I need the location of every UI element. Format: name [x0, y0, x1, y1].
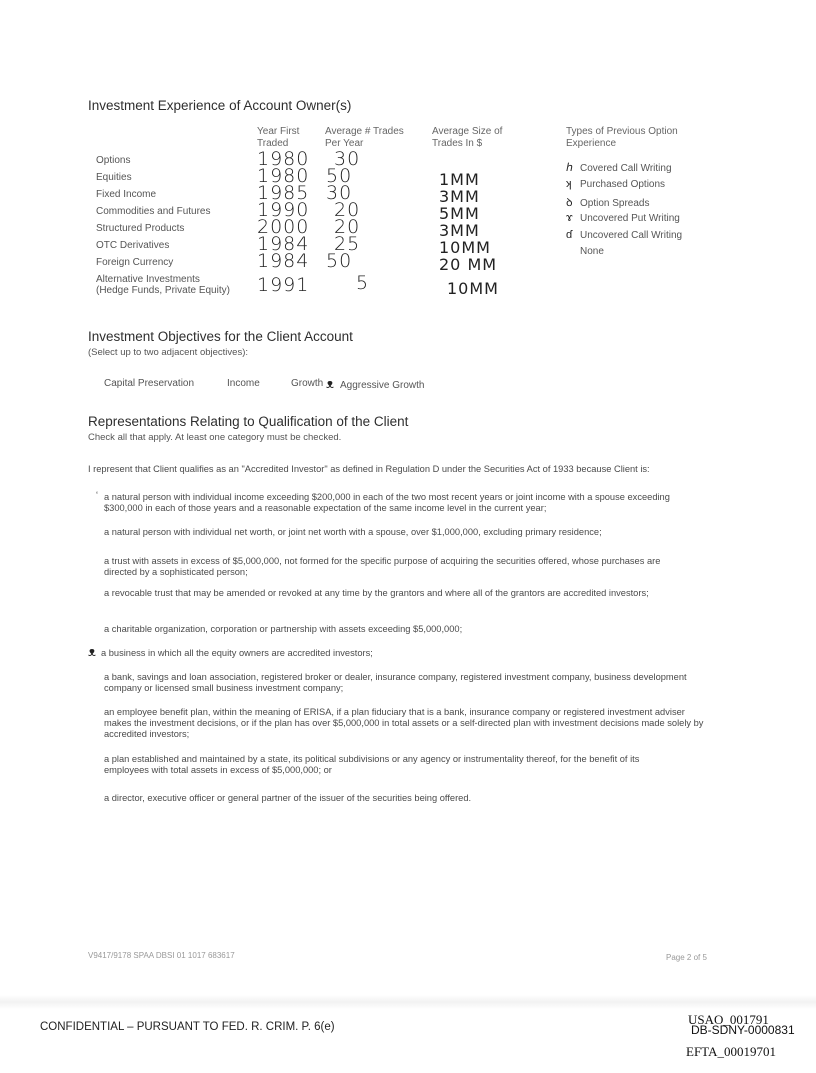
option-uncovered-call[interactable] [566, 229, 682, 241]
row-size-structured: 3MM [439, 221, 480, 240]
option-none[interactable] [566, 246, 604, 257]
header-option-types: Types of Previous Option Experience [566, 126, 678, 149]
checkmark-icon: ᴥ [88, 644, 96, 659]
row-trades-equities: 50 [326, 165, 353, 187]
row-trades-otc: 25 [334, 233, 361, 255]
objective-capital-preservation[interactable]: Capital Preservation [104, 378, 195, 389]
header-year-first-traded: Year First Traded [257, 126, 300, 149]
row-trades-options: 30 [334, 148, 361, 170]
row-label-fixed-income: Fixed Income [96, 189, 157, 200]
page-number: Page 2 of 5 [666, 953, 707, 962]
row-label-alternative-line1: Alternative Investments [96, 274, 200, 285]
row-year-options: 1980 [257, 148, 310, 170]
objective-income[interactable]: Income [227, 378, 260, 389]
representation-item-revocable-trust[interactable]: a revocable trust that may be amended or revoked at any time by the grantors and where all of the grantors are accredited investors; [104, 588, 649, 598]
row-year-alternative: 1991 [257, 274, 310, 296]
confidential-notice: CONFIDENTIAL – PURSUANT TO FED. R. CRIM. P. 6(e) [40, 1021, 335, 1033]
checkmark-icon: ɗ [566, 229, 573, 241]
row-trades-alternative: 5 [356, 272, 370, 294]
representation-item-employee-plan[interactable]: an employee benefit plan, within the meaning of ERISA, if a plan fiduciary that is a bank, insurance company or registered investment adviser makes the investment decisions, or if the plan has over $5,000,000 in total assets or a self-directed plan with investment decisions made solely by accredited investors; [104, 707, 704, 739]
row-year-otc: 1984 [257, 233, 310, 255]
row-trades-foreign-currency: 50 [326, 250, 353, 272]
option-uncovered-put[interactable] [566, 212, 680, 224]
objectives-subtitle: (Select up to two adjacent objectives): [88, 347, 249, 358]
bates-efta: EFTA_00019701 [686, 1044, 776, 1059]
representation-item-director[interactable]: a director, executive officer or general partner of the issuer of the securities being offered. [104, 793, 472, 803]
objective-growth[interactable]: Growth [291, 378, 324, 389]
row-label-structured: Structured Products [96, 223, 185, 234]
option-label: Covered Call Writing [580, 163, 672, 174]
row-label-foreign-currency: Foreign Currency [96, 257, 174, 268]
representation-item-trust[interactable]: a trust with assets in excess of $5,000,000, not formed for the specific purpose of acquiring the securities offered, whose purchases are directed by a sophisticated person; [104, 556, 661, 577]
representation-item-charitable[interactable]: a charitable organization, corporation or partnership with assets exceeding $5,000,000; [104, 624, 463, 634]
checkmark-icon: ɤ [566, 212, 573, 224]
checkmark-icon: ʞ [566, 178, 572, 190]
bates-db: DB-SDNY-0000831 [691, 1023, 795, 1037]
option-purchased[interactable] [566, 178, 665, 190]
representations-intro: I represent that Client qualifies as an "Accredited Investor" as defined in Regulation D under the Securities Act of 1933 because Client is: [88, 464, 650, 474]
option-covered-call[interactable] [566, 161, 672, 174]
row-size-commodities: 5MM [439, 204, 480, 223]
row-year-fixed-income: 1985 [257, 182, 310, 204]
row-size-foreign-currency: 20 MM [439, 255, 498, 274]
checkmark-icon: ᴥ [326, 376, 334, 391]
row-year-foreign-currency: 1984 [257, 250, 310, 272]
objective-label: Aggressive Growth [340, 380, 425, 391]
row-size-equities: 1MM [439, 170, 480, 189]
bates-usao: USAO_001791 [688, 1012, 769, 1027]
option-label: Uncovered Put Writing [580, 213, 680, 224]
row-year-equities: 1980 [257, 165, 310, 187]
row-label-otc: OTC Derivatives [96, 240, 170, 251]
row-label-equities: Equities [96, 172, 132, 183]
header-average-trades: Average # Trades Per Year [325, 126, 404, 149]
row-size-alternative: 10MM [447, 279, 499, 298]
option-label: Uncovered Call Writing [580, 230, 683, 241]
representation-item-business[interactable]: a business in which all the equity owners are accredited investors; [101, 648, 373, 658]
row-trades-commodities: 20 [334, 199, 361, 221]
row-size-fixed-income: 3MM [439, 187, 480, 206]
row-label-alternative-line2: (Hedge Funds, Private Equity) [96, 285, 230, 296]
representation-item-net-worth[interactable]: a natural person with individual net worth, or joint net worth with a spouse, over $1,000,000, excluding primary residence; [104, 527, 602, 537]
row-year-structured: 2000 [257, 216, 310, 238]
form-code: V9417/9178 SPAA DBSI 01 1017 683617 [88, 951, 235, 960]
objective-aggressive-growth[interactable] [326, 376, 424, 391]
option-label: None [580, 246, 604, 257]
header-average-size: Average Size of Trades In $ [432, 126, 503, 149]
option-label: Purchased Options [580, 179, 666, 190]
option-spreads[interactable] [566, 195, 650, 210]
checkmark-icon: ‘ [96, 490, 98, 500]
representation-item-bank[interactable]: a bank, savings and loan association, registered broker or dealer, insurance company, registered investment company, business development company or licensed small business investment company; [104, 672, 687, 693]
representation-item-state-plan[interactable]: a plan established and maintained by a state, its political subdivisions or any agency or instrumentality thereof, for the benefit of its employees with total assets in excess of $5,000,000; or [104, 754, 640, 775]
row-trades-structured: 20 [334, 216, 361, 238]
checkmark-icon: ℎ [566, 162, 573, 174]
representation-item-income[interactable]: a natural person with individual income exceeding $200,000 in each of the two most recent years or joint income with a spouse exceeding $300,000 in each of those years and a reasonable expectation of the same income level in the current year; [104, 492, 670, 513]
row-label-commodities: Commodities and Futures [96, 206, 211, 217]
scan-band [0, 995, 816, 1009]
row-label-options: Options [96, 155, 131, 166]
objectives-title: Investment Objectives for the Client Account [88, 329, 353, 344]
representations-title: Representations Relating to Qualification of the Client [88, 414, 409, 429]
representations-subtitle: Check all that apply. At least one category must be checked. [88, 432, 342, 443]
option-label: Option Spreads [580, 198, 650, 209]
checkmark-icon: ꝺ [566, 197, 573, 209]
row-label-alternative [96, 274, 230, 296]
row-trades-fixed-income: 30 [326, 182, 353, 204]
row-year-commodities: 1990 [257, 199, 310, 221]
row-size-otc: 10MM [439, 238, 491, 257]
experience-title: Investment Experience of Account Owner(s) [88, 98, 352, 113]
